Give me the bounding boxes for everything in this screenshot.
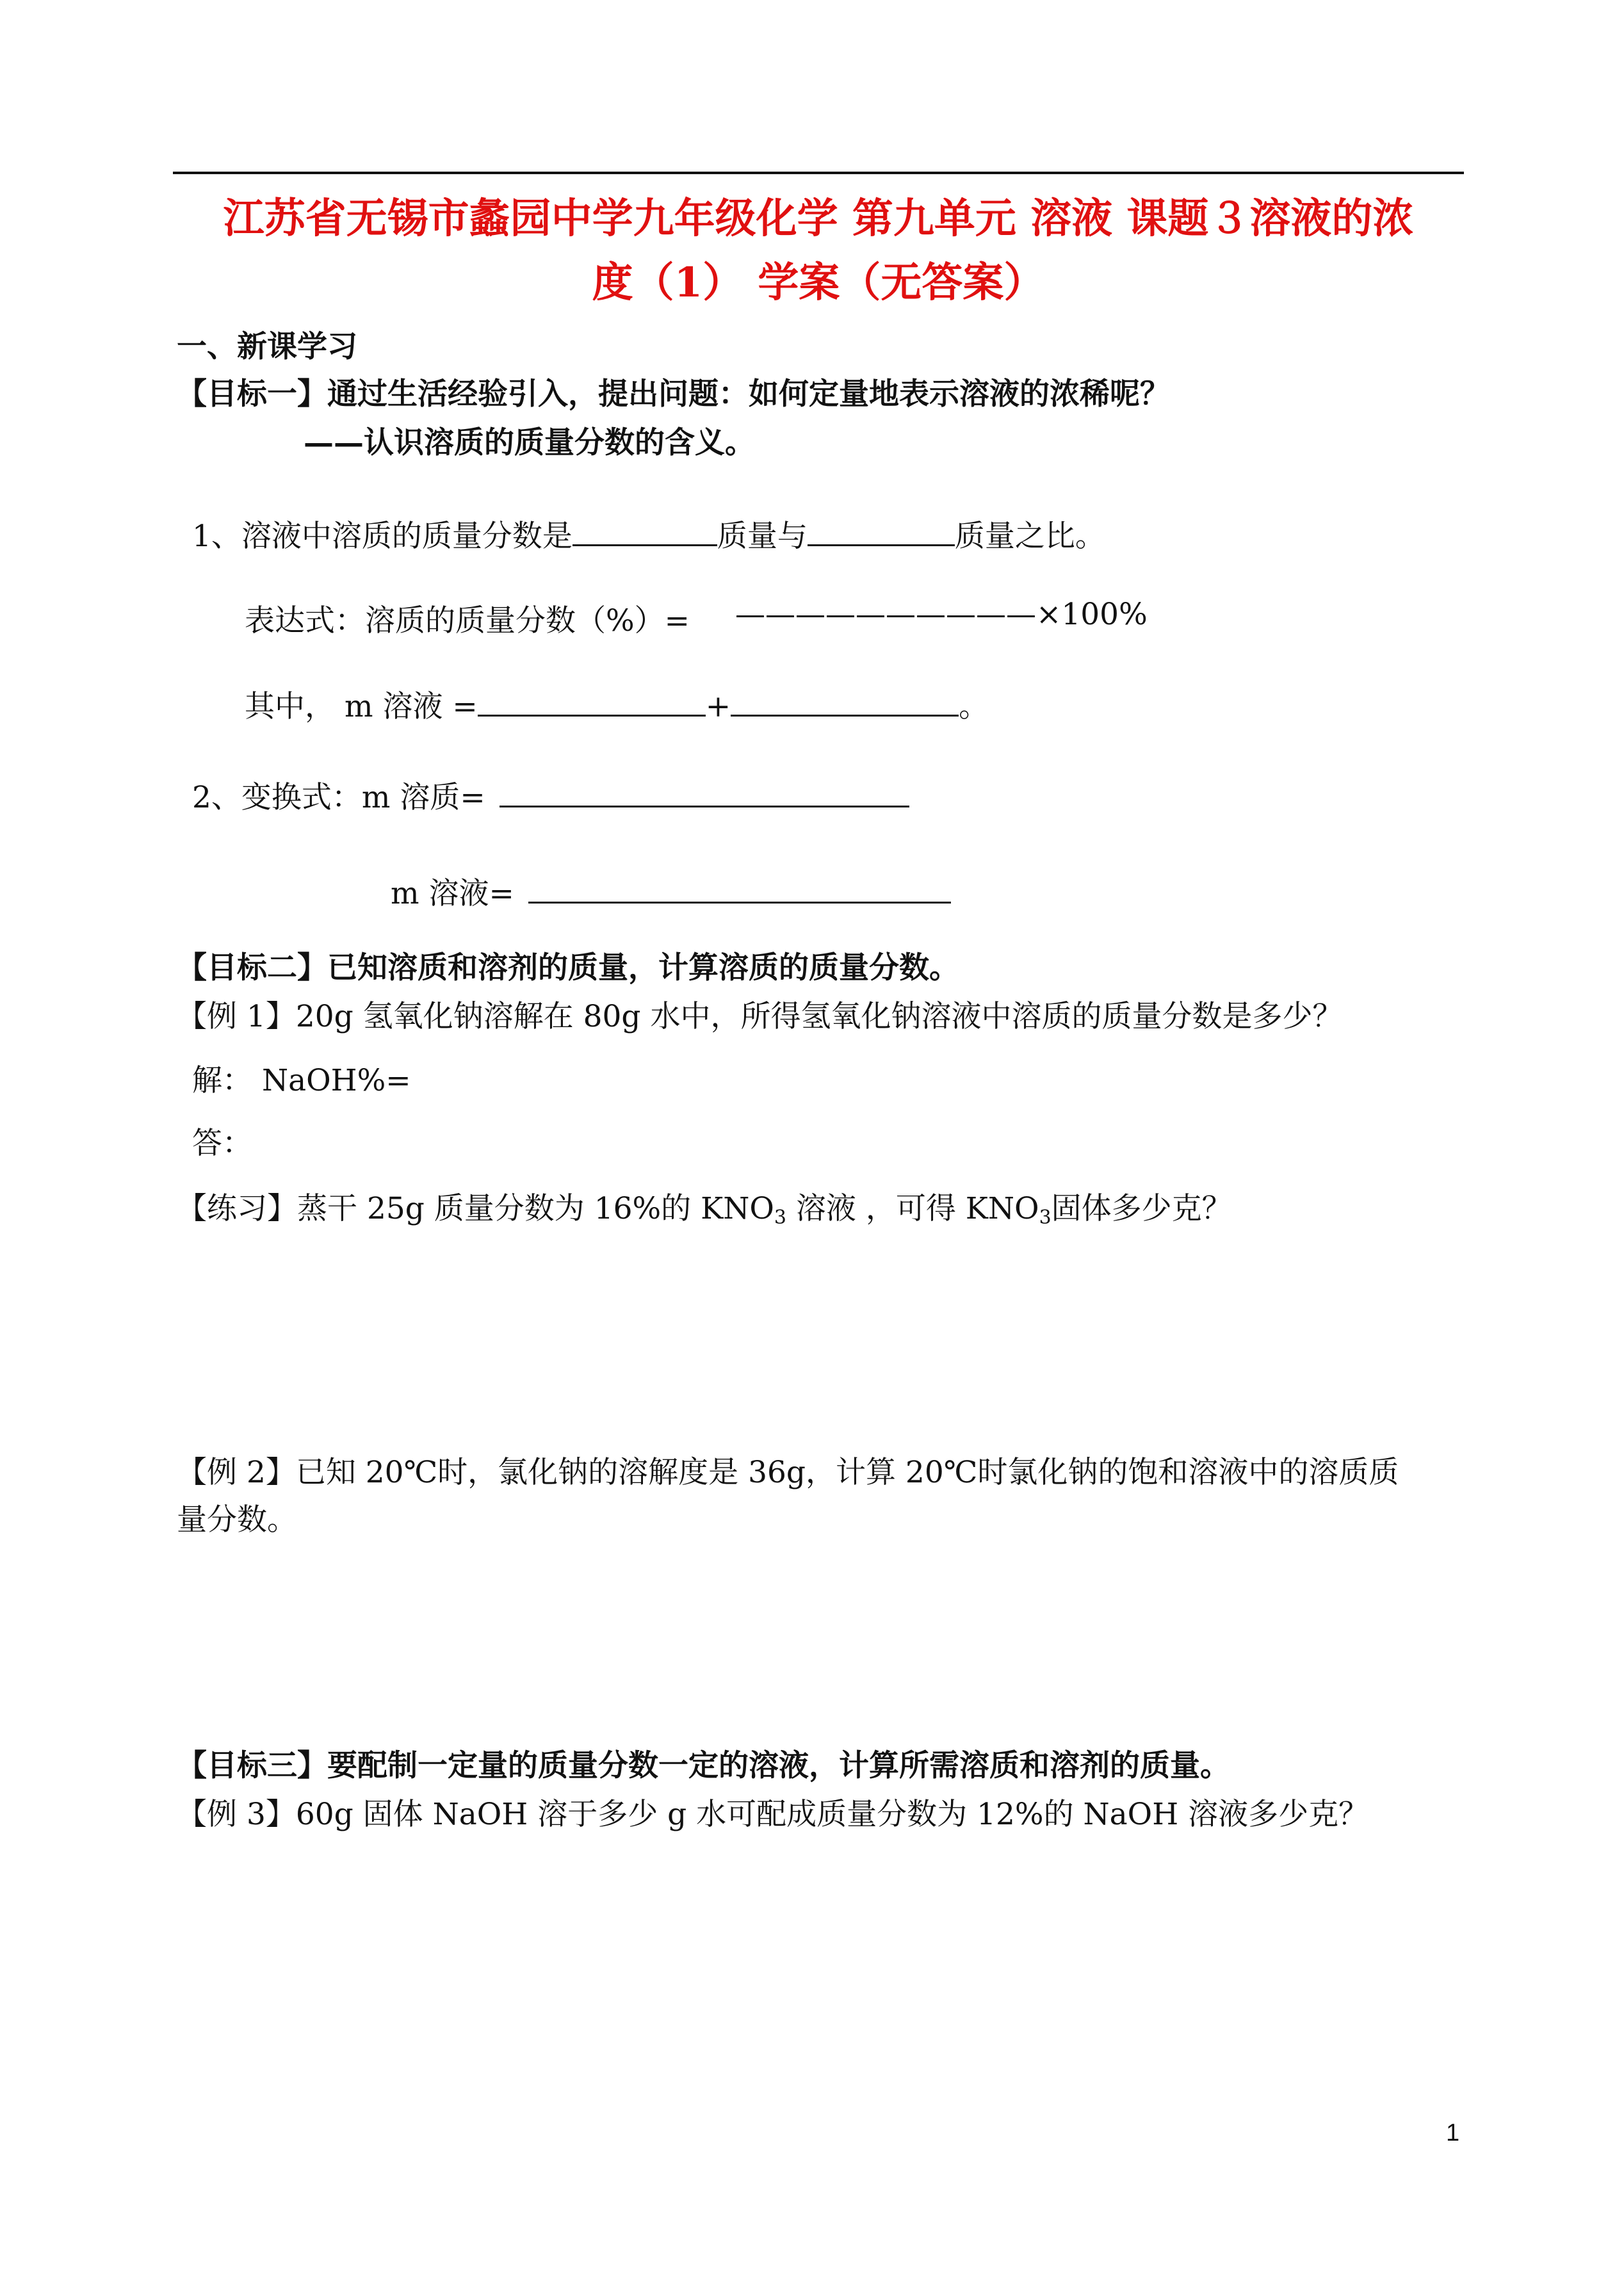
practice-end: 固体多少克？ (1051, 1191, 1232, 1226)
example-2-line-1: 【例 2】已知 20℃时，氯化钠的溶解度是 36g，计算 20℃时氯化钠的饱和溶液中的溶质质 (177, 1455, 1399, 1490)
blank-solution[interactable] (808, 517, 955, 546)
blank-solute-mass[interactable] (478, 688, 706, 717)
answer-line: 答： (192, 1126, 252, 1161)
practice-subscript-2: 3 (1039, 1206, 1052, 1229)
question-2 (192, 774, 909, 816)
section-heading: 一、新课学习 (177, 329, 357, 364)
goal-1-text: 通过生活经验引入，提出问题：如何定量地表示溶液的浓稀呢？ (327, 377, 1170, 412)
page-number: 1 (1446, 2120, 1460, 2146)
practice-subscript-1: 3 (774, 1206, 786, 1229)
goal-1-subtitle: ——认识溶质的质量分数的含义。 (304, 425, 755, 460)
question-1-end: 质量之比。 (954, 519, 1105, 554)
goal-3: 【目标三】要配制一定量的质量分数一定的溶液，计算所需溶质和溶剂的质量。 (177, 1748, 1230, 1783)
where-end: 。 (959, 689, 989, 724)
title-line-1: 江苏省无锡市蠡园中学九年级化学 第九单元 溶液 课题３溶液的浓 (223, 195, 1414, 243)
example-1: 【例 1】20g 氢氧化钠溶解在 80g 水中，所得氢氧化钠溶液中溶质的质量分数是多少？ (177, 999, 1343, 1034)
practice (177, 1185, 1232, 1229)
where-line (245, 683, 989, 726)
goal-1 (177, 370, 1170, 413)
blank-solute-formula[interactable] (499, 779, 909, 807)
expression-label: 表达式：溶质的质量分数（%）= (245, 603, 690, 638)
question-2-line-2 (391, 870, 951, 912)
question-2-label-2: m 溶液= (391, 876, 514, 911)
blank-solvent-mass[interactable] (731, 688, 959, 717)
goal-1-tag: 【目标一】 (177, 377, 327, 412)
goal-2: 【目标二】已知溶质和溶剂的质量，计算溶质的质量分数。 (177, 950, 959, 985)
question-1 (192, 512, 1105, 555)
question-1-mid: 质量与 (717, 519, 808, 554)
solve-line: 解： NaOH%= (192, 1063, 411, 1098)
title-line-2: 度（1） 学案（无答案） (592, 259, 1045, 307)
blank-solution-formula[interactable] (528, 875, 951, 904)
question-1-prefix: 1、溶液中溶质的质量分数是 (192, 519, 572, 554)
blank-solute[interactable] (572, 517, 717, 546)
question-2-label: 2、变换式：m 溶质= (192, 780, 485, 815)
practice-mid: 溶液 ，可得 KNO (786, 1191, 1039, 1226)
practice-prefix: 【练习】蒸干 25g 质量分数为 16%的 KNO (177, 1191, 774, 1226)
example-3: 【例 3】60g 固体 NaOH 溶于多少 g 水可配成质量分数为 12%的 NaOH 溶液多少克？ (177, 1797, 1369, 1832)
expression-fraction: ——————————×100% (735, 597, 1148, 632)
where-plus: + (705, 689, 731, 724)
where-prefix: 其中， m 溶液 = (245, 689, 478, 724)
example-2-line-2: 量分数。 (177, 1502, 297, 1537)
header-rule (173, 172, 1464, 174)
